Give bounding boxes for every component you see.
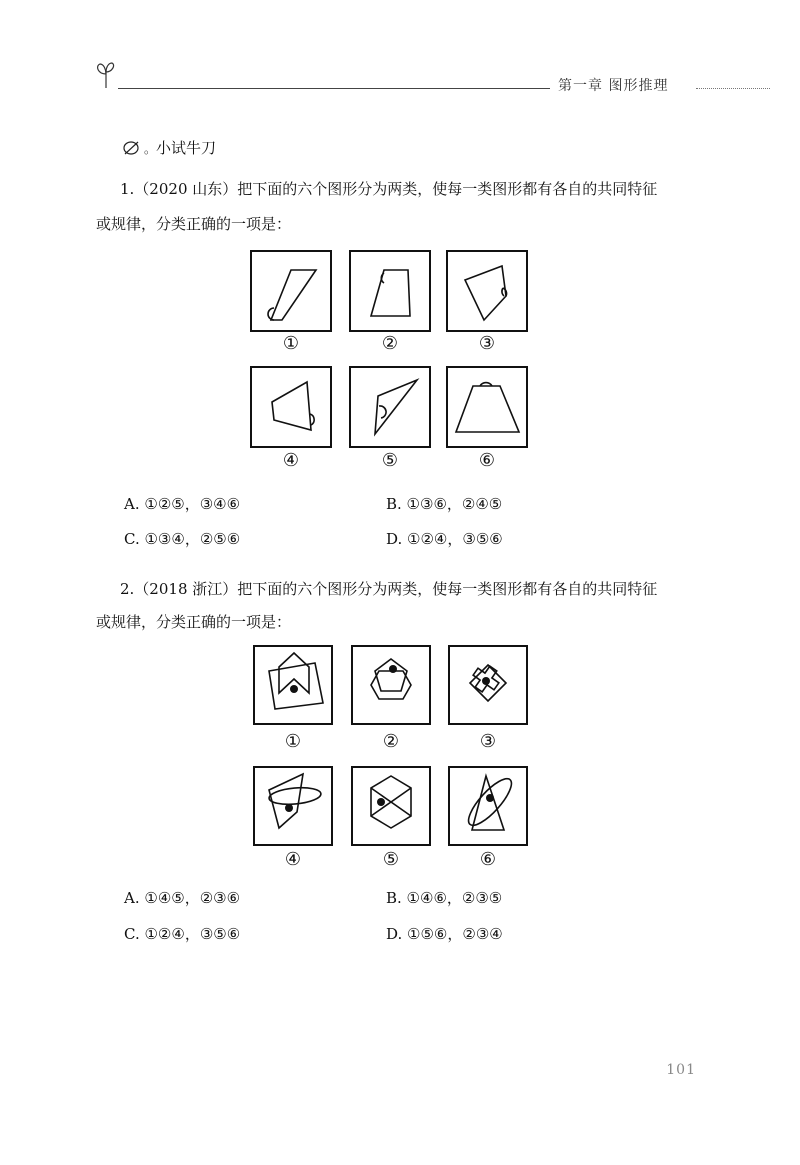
q1-figure-5 <box>349 366 431 448</box>
q2-label-3: ③ <box>479 731 497 752</box>
pencil-icon <box>122 140 142 156</box>
q2-figure-6 <box>448 766 528 846</box>
q1-option-c[interactable]: C. ①③④，②⑤⑥ <box>124 530 241 548</box>
q2-label-2: ② <box>382 731 400 752</box>
q2-text-line1: 2.（2018 浙江）把下面的六个图形分为两类，使每一类图形都有各自的共同特征 <box>120 580 658 598</box>
q1-label-6: ⑥ <box>478 450 496 471</box>
q2-label-1: ① <box>284 731 302 752</box>
q1-label-3: ③ <box>478 333 496 354</box>
q1-text-line2: 或规律，分类正确的一项是： <box>96 215 292 233</box>
q1-label-5: ⑤ <box>381 450 399 471</box>
q2-figure-5 <box>351 766 431 846</box>
header-rule <box>118 88 550 89</box>
sprout-icon <box>92 60 120 90</box>
q1-label-2: ② <box>381 333 399 354</box>
q2-text-line2: 或规律，分类正确的一项是： <box>96 613 292 631</box>
q2-option-d[interactable]: D. ①⑤⑥，②③④ <box>386 925 503 943</box>
q2-option-c[interactable]: C. ①②④，③⑤⑥ <box>124 925 241 943</box>
section-title: 。小试牛刀 <box>144 139 217 157</box>
q1-figure-3 <box>446 250 528 332</box>
q1-option-b[interactable]: B. ①③⑥，②④⑤ <box>386 495 503 513</box>
q2-figure-4 <box>253 766 333 846</box>
q1-label-4: ④ <box>282 450 300 471</box>
q2-figure-2 <box>351 645 431 725</box>
q1-label-1: ① <box>282 333 300 354</box>
q1-option-d[interactable]: D. ①②④，③⑤⑥ <box>386 530 503 548</box>
q2-option-a[interactable]: A. ①④⑤，②③⑥ <box>124 889 241 907</box>
q1-text-line1: 1.（2020 山东）把下面的六个图形分为两类，使每一类图形都有各自的共同特征 <box>120 180 658 198</box>
q1-figure-4 <box>250 366 332 448</box>
header-dotted-rule <box>696 88 770 89</box>
q2-figure-3 <box>448 645 528 725</box>
q2-option-b[interactable]: B. ①④⑥，②③⑤ <box>386 889 503 907</box>
q2-label-5: ⑤ <box>382 849 400 870</box>
page-number: 101 <box>666 1062 696 1078</box>
q1-figure-6 <box>446 366 528 448</box>
q1-option-a[interactable]: A. ①②⑤，③④⑥ <box>124 495 241 513</box>
q1-figure-2 <box>349 250 431 332</box>
q2-label-4: ④ <box>284 849 302 870</box>
q2-label-6: ⑥ <box>479 849 497 870</box>
q1-figure-1 <box>250 250 332 332</box>
chapter-title: 第一章 图形推理 <box>558 78 669 94</box>
q2-figure-1 <box>253 645 333 725</box>
